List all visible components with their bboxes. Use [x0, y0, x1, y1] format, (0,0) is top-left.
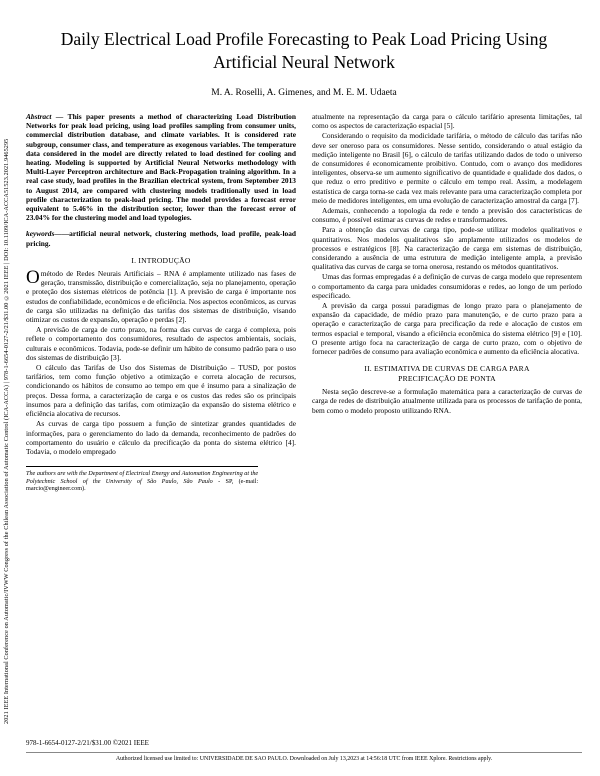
footnote-line-2: - SP, (e-mail: marcio@engineer.com).	[26, 477, 259, 493]
intro-paragraph-3: O cálculo das Tarifas de Uso dos Sistemas de Distribuição – TUSD, por postos tarifários, tem como função objetivo a otimização e correta alocação de recursos, condicionando os hábitos de consumo ao tempo em que é insumo para a sinalização de preços. Dessa forma, a caracterização de carga e os custos das redes são os principais insumos para a definição das tarifas, com otimização da expansão do sistema elétrico e eficiência alocativa de recursos.	[26, 363, 296, 419]
intro-paragraph-4: As curvas de carga tipo possuem a função de sintetizar grandes quantidades de informações, para o gerenciamento do lado da demanda, reconhecimento de padrões do comportamento do usuário e cálculo da precificação da ponta do sistema elétrico [4]. Todavia, o modelo empregado	[26, 419, 296, 456]
right-paragraph-5: Umas das formas empregadas é a definição de curvas de carga modelo que representem o comportamento da carga para unidades consumidoras e redes, ao longo de um período especificado.	[312, 272, 582, 300]
intro-paragraph-1-text: método de Redes Neurais Artificiais – RNA é amplamente utilizado nas fases de geração, transmissão, distribuição e comercialização, seja no planejamento, operação e proteção dos sistemas elétricos de potência [1]. A previsão de carga é importante nos estudos de confiabilidade, econômicos e de eficiência. Nos aspectos econômicos, as curvas de carga são utilizadas na definição das tarifas dos sistemas de distribuição, visando otimizar os custos de expansão, operação e perdas [2].	[26, 269, 296, 325]
right-paragraph-1: atualmente na representação da carga para o cálculo tarifário apresenta limitações, tal como os aspectos de caracterização espacial [5].	[312, 112, 582, 131]
page-title: Daily Electrical Load Profile Forecasting to Peak Load Pricing Using Artificial Neural Network	[60, 29, 548, 72]
ieee-sidebar-strip: 2021 IEEE International Conference on Automatic/IVWW Congress of the Chilean Association of Automatic Control (ICA-ACCA) | 978-1-6654-0127-2/21/$31.00 ©2021 IEEE | DOI: 10.1109/ICA-ACCA51523.2021.9465295	[3, 138, 10, 724]
right-paragraph-6: A previsão da carga possui paradigmas de longo prazo para o planejamento de expansão da capacidade, de médio prazo para manutenção, e de curto prazo para a operação e caracterização de carga para precificação da rede e alocação de custos em termos espacial e temporal, visando a eficiência econômica do sistema elétrico [9] e [10]. O presente artigo foca na caracterização de carga de curto prazo, com o objetivo de fornecer padrões de consumo para avaliação econômica e aumento da eficiência alocativa.	[312, 301, 582, 357]
footer-isbn: 978-1-6654-0127-2/21/$31.00 ©2021 IEEE	[26, 739, 149, 747]
keywords-label: keywords—	[26, 229, 62, 239]
two-column-body	[26, 112, 582, 493]
right-paragraph-4: Para a obtenção das curvas de carga tipo, pode-se utilizar modelos qualitativos e quantitativos. Nos modelos qualitativos são amplamente utilizados os modelos de processos e estratégicos [8]. Na caracterização de carga em sistemas de distribuição, considerando a ausência de uma estrutura de medição inteligente ampla, a previsão qualitativa das curvas de carga se torna onerosa, restando os métodos quantitativos.	[312, 225, 582, 272]
drop-cap: O	[26, 267, 40, 289]
paper-content	[26, 22, 582, 776]
right-paragraph-7: Nesta seção descreve-se a formulação matemática para a caracterização de curvas de carga de redes de distribuição atualmente utilizada para os processos de tarifação de ponta, bem como o modelo proposto utilizando RNA.	[312, 387, 582, 415]
left-column	[26, 112, 296, 493]
right-paragraph-3: Ademais, conhecendo a topologia da rede e tendo a previsão dos características de consumo, é possível estimar as curvas de redes e transformadores.	[312, 206, 582, 225]
keywords-text: —artificial neural network, clustering methods, load profile, peak-load pricing.	[26, 229, 296, 248]
right-paragraph-2: Considerando o requisito da modicidade tarifária, o método de cálculo das tarifas não deve ser oneroso para os consumidores. Nesse sentido, considerando o atual estágio da medição inteligente no Brasil [6], o cálculo de tarifas utilizando dados de todo o universo de consumidores é economicamente proibitivo. Contudo, com o avanço dos medidores inteligentes, observa-se um aumento significativo de quantidade e qualidade dos dados, o que reduz o erro preditivo e permite o cálculo em tempo real. Assim, a modelagem estatística de carga torna-se cada vez mais relevante para uma caracterização completa por meio de medidores inteligentes, em uma evolução de caracterização amostral da carga [7].	[312, 131, 582, 205]
intro-paragraph-1	[26, 269, 296, 324]
author-list: M. A. Roselli, A. Gimenes, and M. E. M. Udaeta	[211, 88, 397, 98]
section-heading-intro: I. INTRODUÇÃO	[131, 255, 191, 265]
right-column	[312, 112, 582, 493]
abstract-text: This paper presents a method of characterizing Load Distribution Networks for peak load pricing, using load profiles sampling from consumer units, commercial distribution database, and climate variables. It is considered rate subgroup, consumer class, and temperature as exogenous variables. The temperature data considered in the model are directly related to load destined for cooling and heating. Modeling is supported by Artificial Neural Networks methodology with Multi-Layer Perceptron architecture and Back-Propagation training algorithm. In a real case study, load profiles in the Brazilian electrical system, from September 2013 to August 2014, are compared with clustering models traditionally used in load profile characterization to peak-load pricing. The model provides a forecast error equivalent to 5.46% in the distribution sector, lower than the forecast error of 23.04% for the clustering model and load typologies.	[26, 112, 296, 223]
section-heading-two	[312, 364, 582, 383]
page-footer	[26, 739, 582, 762]
footer-license-notice: Authorized licensed use limited to: UNIVERSIDADE DE SAO PAULO. Downloaded on July 13,2023 at 14:56:18 UTC from IEEE Xplore. Restrictions apply.	[26, 752, 582, 762]
abstract-label: Abstract —	[26, 112, 64, 121]
abstract-paragraph	[26, 112, 296, 222]
intro-paragraph-2: A previsão de carga de curto prazo, na forma das curvas de carga é complexa, pois reflete o comportamento dos consumidores, resultado de aspectos ambientais, sociais, culturais e econômicos. Todavia, pode-se definir um hábito de consumo padrão para o uso dos sistemas de distribuição [3].	[26, 325, 296, 362]
footnote-line-1: The authors are with the Department of Electrical Energy and Automation Engineering at the Polytechnic School of the University of São Paulo, São Paulo	[26, 470, 259, 485]
section-heading-two-line-1: II. ESTIMATIVA DE CURVAS DE CARGA PARA	[364, 364, 530, 374]
section-heading-two-line-2: PRECIFICAÇÃO DE PONTA	[398, 373, 496, 383]
keywords-paragraph	[26, 229, 296, 247]
author-affiliation-footnote	[26, 466, 258, 493]
